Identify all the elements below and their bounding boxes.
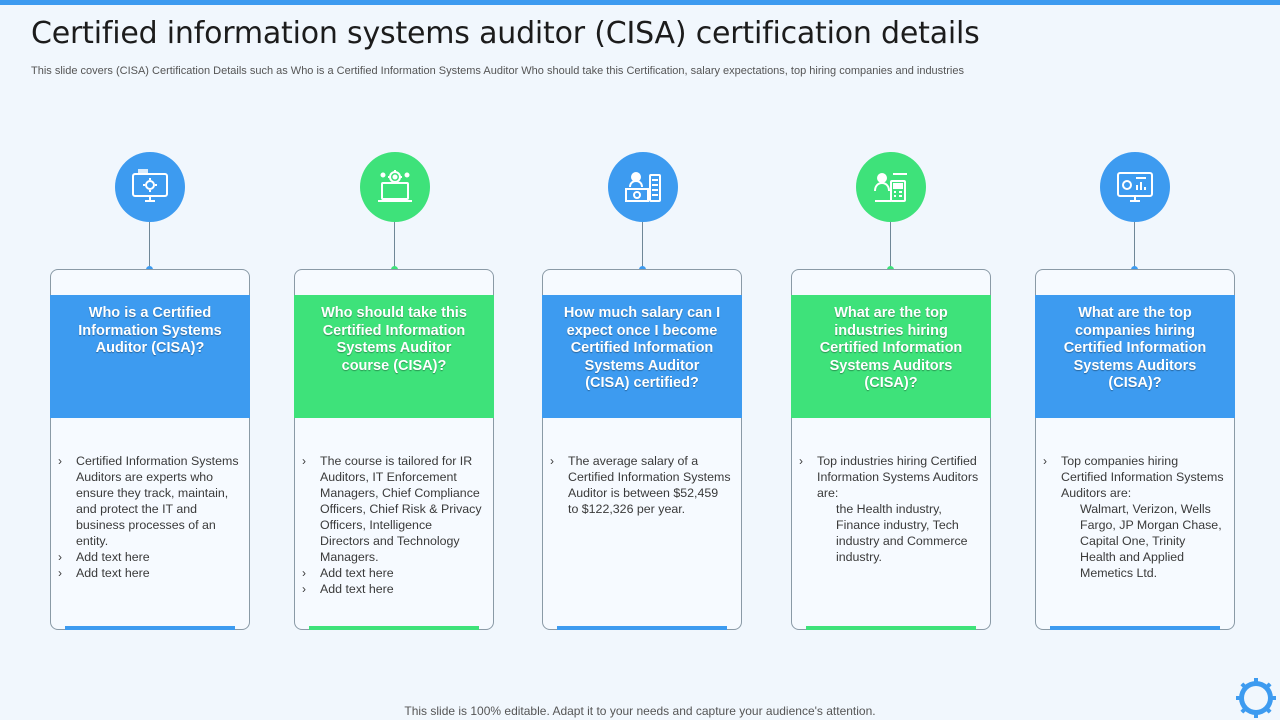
desk-salary-icon bbox=[621, 165, 665, 209]
card-heading: What are the top industries hiring Certified Information Systems Auditors (CISA)? bbox=[791, 295, 991, 418]
icon-circle bbox=[1100, 152, 1170, 222]
card-footer-bar bbox=[806, 626, 976, 630]
chevron-right-icon: › bbox=[58, 454, 62, 468]
chevron-right-icon: › bbox=[799, 454, 803, 468]
list-item: › The course is tailored for IR Auditors, IT Enforcement Managers, Chief Compliance Officers, Chief Risk & Privacy Officers, Intelligence Directors and Technology Managers. bbox=[302, 454, 482, 564]
card-body bbox=[301, 453, 491, 597]
info-card bbox=[50, 269, 250, 630]
footer-note: This slide is 100% editable. Adapt it to your needs and capture your audience's attention. bbox=[404, 704, 876, 718]
page-title: Certified information systems auditor (CISA) certification details bbox=[31, 16, 980, 51]
icon-circle bbox=[856, 152, 926, 222]
list-item: › Top industries hiring Certified Information Systems Auditors are: bbox=[799, 454, 979, 500]
info-card bbox=[542, 269, 742, 630]
list-item-detail: the Health industry, Finance industry, Tech industry and Commerce industry. bbox=[836, 502, 968, 564]
icon-circle bbox=[360, 152, 430, 222]
laptop-gear-icon bbox=[373, 165, 417, 209]
info-card bbox=[791, 269, 991, 630]
card-heading: Who is a Certified Information Systems Auditor (CISA)? bbox=[50, 295, 250, 418]
chevron-right-icon: › bbox=[58, 550, 62, 564]
connector-line bbox=[890, 222, 891, 269]
chevron-right-icon: › bbox=[302, 454, 306, 468]
chevron-right-icon: › bbox=[302, 582, 306, 596]
card-footer-bar bbox=[1050, 626, 1220, 630]
auditor-calculator-icon bbox=[869, 165, 913, 209]
icon-circle bbox=[115, 152, 185, 222]
card-body bbox=[549, 453, 739, 517]
top-accent-bar bbox=[0, 0, 1280, 5]
list-item: › Add text here bbox=[58, 550, 150, 564]
chevron-right-icon: › bbox=[302, 566, 306, 580]
card-footer-bar bbox=[557, 626, 727, 630]
card-body bbox=[798, 453, 988, 565]
list-item: › Add text here bbox=[58, 566, 150, 580]
card-heading: What are the top companies hiring Certified Information Systems Auditors (CISA)? bbox=[1035, 295, 1235, 418]
monitor-settings-icon bbox=[128, 165, 172, 209]
card-body bbox=[57, 453, 247, 581]
list-item: › Add text here bbox=[302, 582, 394, 596]
card-heading: Who should take this Certified Information Systems Auditor course (CISA)? bbox=[294, 295, 494, 418]
card-body bbox=[1042, 453, 1232, 581]
connector-line bbox=[394, 222, 395, 269]
list-item: › Add text here bbox=[302, 566, 394, 580]
gear-badge-icon bbox=[1236, 678, 1276, 718]
card-footer-bar bbox=[65, 626, 235, 630]
info-card bbox=[1035, 269, 1235, 630]
list-item: › The average salary of a Certified Information Systems Auditor is between $52,459 to $122,326 per year. bbox=[550, 454, 731, 516]
monitor-analytics-icon bbox=[1113, 165, 1157, 209]
card-footer-bar bbox=[309, 626, 479, 630]
chevron-right-icon: › bbox=[1043, 454, 1047, 468]
card-heading: How much salary can I expect once I become Certified Information Systems Auditor (CISA) certified? bbox=[542, 295, 742, 418]
connector-line bbox=[1134, 222, 1135, 269]
list-item: › Certified Information Systems Auditors are experts who ensure they track, maintain, and protect the IT and business processes of an entity. bbox=[58, 454, 239, 548]
connector-line bbox=[149, 222, 150, 269]
page-subtitle: This slide covers (CISA) Certification Details such as Who is a Certified Information Systems Auditor Who should take this Certification, salary expectations, top hiring companies and industries bbox=[31, 65, 964, 77]
list-item: › Top companies hiring Certified Information Systems Auditors are: bbox=[1043, 454, 1224, 500]
info-card bbox=[294, 269, 494, 630]
list-item-detail: Walmart, Verizon, Wells Fargo, JP Morgan Chase, Capital One, Trinity Health and Applied Memetics Ltd. bbox=[1080, 502, 1222, 580]
connector-line bbox=[642, 222, 643, 269]
chevron-right-icon: › bbox=[58, 566, 62, 580]
icon-circle bbox=[608, 152, 678, 222]
chevron-right-icon: › bbox=[550, 454, 554, 468]
